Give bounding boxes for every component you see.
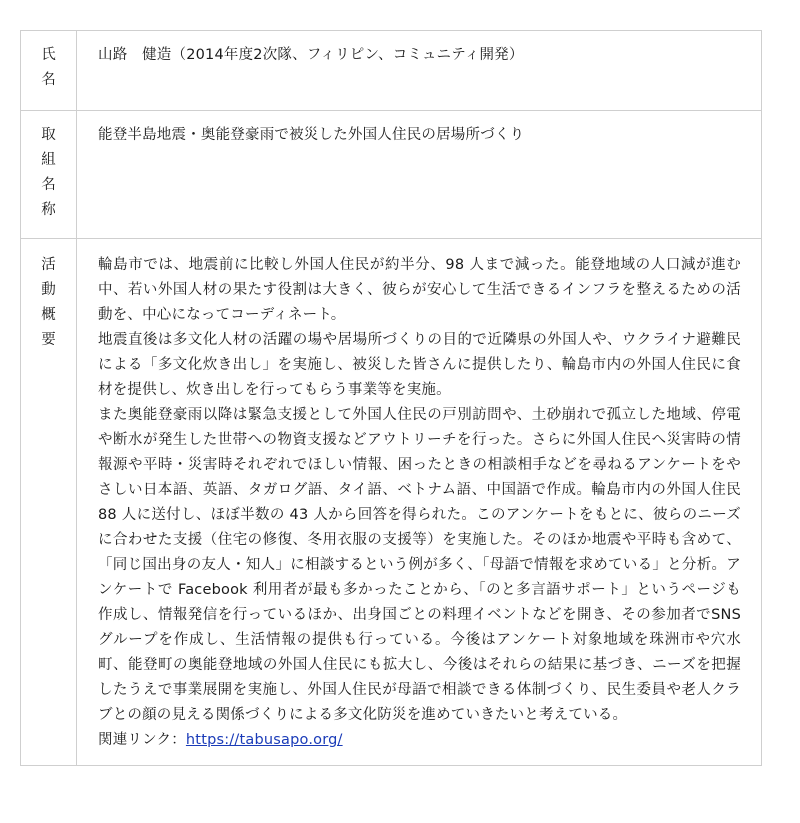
name-label-char-2: 名 bbox=[41, 72, 56, 88]
name-label bbox=[21, 31, 77, 111]
profile-table bbox=[20, 30, 762, 766]
row-summary bbox=[21, 239, 762, 766]
title-label-char-3: 名 bbox=[41, 177, 56, 193]
title-label bbox=[21, 111, 77, 239]
name-label-char-1: 氏 bbox=[41, 47, 56, 63]
summary-label-char-1: 活 bbox=[41, 257, 56, 273]
row-name bbox=[21, 31, 762, 111]
summary-paragraph-3: また奥能登豪雨以降は緊急支援として外国人住民の戸別訪問や、土砂崩れで孤立した地域、停電や断水が発生した世帯への物資支援などアウトリーチを行った。さらに外国人住民へ災害時の情報源や平時・災害時それぞれでほしい情報、困ったときの相談相手などを尋ねるアンケートをやさしい日本語、英語、タガログ語、タイ語、ベトナム語、中国語で作成。輪島市内の外国人住民 88 人に送付し、ほぼ半数の 43 人から回答を得られた。このアンケートをもとに、彼らのニーズに合わせた支援（住宅の修復、冬用衣服の支援等）を実施した。そのほか地震や平時も含めて、「同じ国出身の友人・知人」に相談するという例が多く、「母語で情報を求めている」と分析。アンケートで Facebook 利用者が最も多かったことから、「のと多言語サポート」というページも作成し、情報発信を行っているほか、出身国ごとの料理イベントなどを開き、その参加者でSNSグループを作成し、生活情報の提供も行っている。今後はアンケート対象地域を珠洲市や穴水町、能登町の奥能登地域の外国人住民にも拡大し、今後はそれらの結果に基づき、ニーズを把握したうえで事業展開を実施し、外国人住民が母語で相談できる体制づくり、民生委員や老人クラブとの顔の見える関係づくりによる多文化防災を進めていきたいと考えている。 bbox=[98, 407, 741, 723]
title-value-cell bbox=[77, 111, 762, 239]
summary-label-char-4: 要 bbox=[41, 332, 56, 348]
name-value-cell bbox=[77, 31, 762, 111]
related-link-line bbox=[98, 728, 741, 753]
summary-paragraph-2: 地震直後は多文化人材の活躍の場や居場所づくりの目的で近隣県の外国人や、ウクライナ避難民による「多文化炊き出し」を実施し、被災した皆さんに提供したり、輪島市内の外国人住民に食材を提供し、炊き出しを行ってもらう事業等を実施。 bbox=[98, 332, 741, 398]
name-value: 山路 健造（2014年度2次隊、フィリピン、コミュニティ開発） bbox=[98, 47, 524, 63]
related-link[interactable]: https://tabusapo.org/ bbox=[185, 732, 343, 748]
summary-label-char-3: 概 bbox=[41, 307, 56, 323]
summary-label bbox=[21, 239, 77, 766]
summary-label-char-2: 動 bbox=[41, 282, 56, 298]
summary-paragraph-1: 輪島市では、地震前に比較し外国人住民が約半分、98 人まで減った。能登地域の人口減が進む中、若い外国人材の果たす役割は大きく、彼らが安心して生活できるインフラを整えるための活動を、中心になってコーディネート。 bbox=[98, 257, 741, 323]
title-label-char-4: 称 bbox=[41, 202, 56, 218]
title-value: 能登半島地震・奥能登豪雨で被災した外国人住民の居場所づくり bbox=[98, 127, 525, 143]
title-label-char-2: 組 bbox=[41, 152, 56, 168]
related-link-prefix: 関連リンク： bbox=[98, 732, 186, 748]
summary-value-cell bbox=[77, 239, 762, 766]
row-title bbox=[21, 111, 762, 239]
title-label-char-1: 取 bbox=[41, 127, 56, 143]
